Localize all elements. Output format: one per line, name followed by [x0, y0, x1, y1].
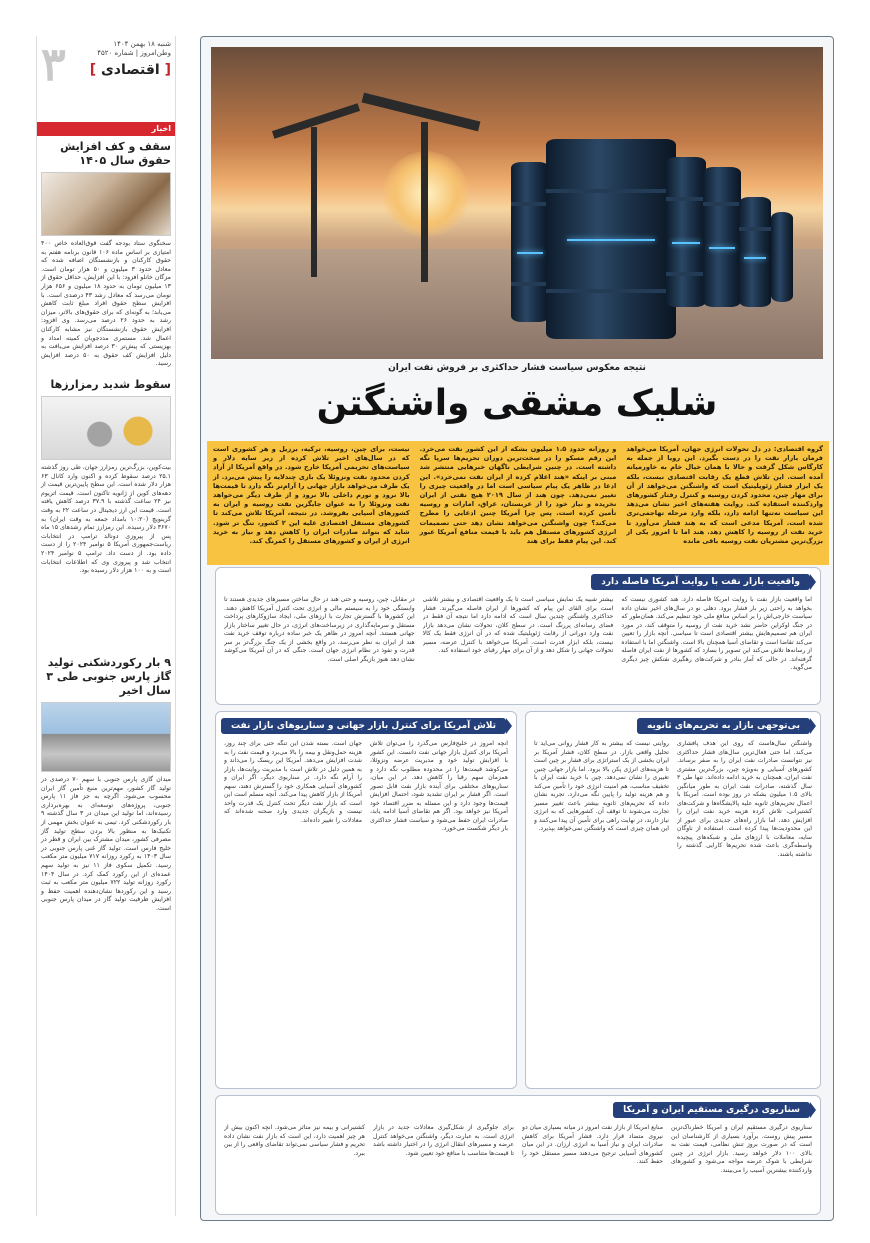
news-strip — [37, 122, 175, 136]
lead-col-1: گروه اقتصادی: در دل تحولات انرژی جهان، آمریکا می‌خواهد فرمان بازار نفت را در دست بگیرد. این رویا از جمله به کارگاس شکل گرفت و حالا با همان خیال خام به خاورمیانه آمده است. این تلاش قطع یک رقابت اقتصادی نیست، بلکه یک ابزار فشار ژئوپلیتیک است که واشنگتن می‌خواهد از آن برای مهار چین، محدود کردن روسیه و کنترل رفتار کشورهای وارد‌کننده استفاده کند. روایت هفته‌های اخیر نشان می‌دهد این سیاست نه‌تنها ادامه دارد، بلکه وارد مرحله تهاجمی‌تری شده است. آمریکا مدعی است که به هند فشار می‌آورد تا خرید نفت از روسیه را کاهش دهد. هند اما تا امروز یکی از بزرگ‌ترین مشتریان نفت روسیه باقی مانده — [626, 445, 823, 546]
oil-barrel — [703, 167, 741, 307]
box-secondary-sanctions — [525, 711, 821, 1089]
issue-number: وطن‌امروز | شماره ۴۵۲۰ — [97, 49, 171, 57]
story3-photo — [41, 702, 171, 772]
oil-barrel — [666, 157, 706, 307]
story2-text: بیت‌کوین، بزرگ‌ترین رمزارز جهان، طی روز گذشته ۲۵.۱ درصد سقوط کرده و اکنون وارد کانال ۶۳ هزار دلار شده است. این سطح پایین‌ترین قیمت از دهه‌های کوین از ژانویه‌ تاکنون است. قیمت اتریوم نیز ۲۴ ساعت گذشته با ۳۷.۹ درصد کاهش یافته است. قیمت این ارز دیجیتال در ساعت ۲۲ به وقت گرینویچ (۱۰:۲۰ بامداد جمعه به وقت ایران) به ۳۶۷۰ دلار رسیده. این رمزارز تمام رشدهای ۱۵ ماه پس از پیروزی دونالد ترامپ در انتخابات ریاست‌جمهوری آمریکا ۵ نوامبر ۲۰۲۴ را از دست داده بود. از دست داد. ترامپ ۵ نوامبر ۲۰۲۴ انتخاب شد و پیروزی وی که اطلاعات انتخابات است و به ۱۰۰ هزار دلار رسیده بود. — [41, 464, 172, 575]
box1-heading: واقعیت بازار نفت با روایت آمریکا فاصله دارد — [591, 574, 810, 590]
box4-heading: سناریوی درگیری مستقیم ایران و آمریکا — [613, 1102, 810, 1118]
box1-col-1: اما واقعیت بازار نفت با روایت آمریکا فاصله دارد. هند کشوری نیست که بخواهد به راحتی زیر بار فشار برود. دهلی نو در سال‌های اخیر نشان داده سیاست خارجی‌اش را بر اساس منافع ملی خود تنظیم می‌کند. همان‌طور که در جنگ اوکراین حاضر نشد خرید نفت از روسیه را متوقف کند، در مورد ایران هم تصمیم‌هایش بیشتر اقتصادی است تا سیاسی. آنچه بازار را تعیین می‌کند تقاضا است و تقاضای آسیا همچنان بالا است. واشنگتن اما با استفاده از رسانه‌ها تلاش می‌کند این تصویر را بسازد که کشورها از نفت ایران فاصله گرفته‌اند. در حالی که آمار بنادر و شرکت‌های رهگیری نفتکش چیز دیگری می‌گوید. — [621, 596, 812, 671]
box3-col-2: جهان است. بسته شدن این تنگه حتی برای چند روز، هزینه حمل‌ونقل و بیمه را بالا می‌برد و قیمت نفت را به شدت افزایش می‌دهد. آمریکا این ریسک را می‌داند و به همین دلیل در تلاش است با مدیریت روایت‌ها، بازار را آرام نگه دارد. در سناریوی دیگر، اگر ایران و کشورهای آسیایی همکاری خود را گسترش دهند، سهم آمریکا از بازار کاهش پیدا می‌کند. آنچه مسلم است این است که بازار نفت دیگر تحت کنترل یک قدرت واحد نیست و بازیگران جدیدی وارد صحنه شده‌اند که معادلات را تغییر داده‌اند. — [224, 740, 362, 824]
box4-col-3: برای جلوگیری از شکل‌گیری معادلات جدید در بازار انرژی است. به عبارت دیگر، واشنگتن می‌خواهد کنترل عرضه و مسیرهای انتقال انرژی را در اختیار داشته باشد تا قیمت‌ها متناسب با منافع خود تعیین شود. — [373, 1124, 514, 1157]
section-bracket-open: [ — [164, 62, 171, 78]
issue-date-block — [97, 40, 171, 58]
oil-barrel — [771, 212, 793, 302]
issue-date: شنبه ۱۸ بهمن ۱۴۰۴ — [113, 40, 171, 48]
box3-heading: تلاش آمریکا برای کنترل بازار جهانی و سناریوهای بازار نفت — [221, 718, 506, 734]
section-bracket-close: ] — [89, 62, 97, 78]
box2-col-1: واشنگتن سال‌هاست که روی این هدف پافشاری می‌کند. اما حتی فعال‌ترین سال‌های فشار حداکثری نیز نتوانست صادرات نفت ایران را به صفر برساند. کشورهای آسیایی و به‌ویژه چین، بزرگ‌ترین مشتری نفت ایران، همچنان به خرید ادامه داده‌اند. تنها طی ۳ سال گذشته، صادرات نفت ایران به طور میانگین بالای ۱.۵ میلیون بشکه در روز بوده است. آمریکا با اعمال تحریم‌های ثانویه علیه پالایشگاه‌ها و شرکت‌های کشتیرانی، تلاش کرده هزینه خرید نفت ایران را افزایش دهد، اما بازار راه‌های جدیدی برای عبور از این محدودیت‌ها پیدا کرده است. استفاده از ناوگان سایه، معاملات با ارزهای ملی و شبکه‌های پیچیده واسطه‌گری باعث شده تحریم‌ها کارایی گذشته را نداشته باشند. — [677, 740, 812, 858]
story1-photo — [41, 172, 171, 236]
box4-col-4: کشتیرانی و بیمه نیز متأثر می‌شود. آنچه اکنون بیش از هر چیز اهمیت دارد، این است که بازار نفت نشان داده تحریم و فشار سیاسی نمی‌تواند تقاضای واقعی را از بین ببرد. — [224, 1124, 365, 1157]
box1-col-3: در مقابل، چین، روسیه و حتی هند در حال ساختن مسیرهای جدیدی هستند تا وابستگی خود را به سیستم مالی و انرژی تحت کنترل آمریکا کاهش دهند. این کشورها با گسترش تجارت با ارزهای ملی، ایجاد سازوکارهای پرداخت مستقل و سرمایه‌گذاری در زیرساخت‌های انرژی، در حال تغییر ساختار بازار جهانی هستند. آنچه امروز در ظاهر یک خبر ساده درباره توقف خرید نفت هند از ایران به نظر می‌رسد، در واقع بخشی از یک جنگ بزرگ‌تر بر سر قدرت و نفوذ در نظام انرژی جهان است. جنگی که در آن آمریکا می‌کوشد نشان دهد هنوز بازیگر اصلی است. — [223, 596, 415, 663]
box3-col-1: آنچه امروز در خلیج‌فارس می‌گذرد را می‌توان تلاش آمریکا برای کنترل بازار جهانی نفت دانست. این کشور با افزایش تولید خود و مدیریت عرضه ونزوئلا، می‌کوشد قیمت‌ها را در محدوده مطلوب نگه دارد و همزمان سهم رقبا را کاهش دهد. در این میان، سناریوهای مختلفی برای آینده بازار نفت قابل تصور است. اگر فشار بر ایران تشدید شود، احتمال افزایش قیمت‌ها وجود دارد و این مسئله به ضرر اقتصاد خود آمریکا نیز خواهد بود. اگر هم تقاضای آسیا ادامه یابد، صادرات ایران حفظ می‌شود و سیاست فشار حداکثری بار دیگر شکست می‌خورد. — [370, 740, 508, 832]
story3-title[interactable]: ۹ بار رکوردشکنی تولید گاز پارس جنوبی طی ۳ سال اخیر — [46, 656, 171, 697]
oil-barrel — [546, 139, 676, 339]
story1-title[interactable]: سقف و کف افزایش حقوق سال ۱۴۰۵ — [60, 140, 171, 167]
hero-photo-oil-barrels — [211, 47, 823, 359]
pump-jack-post — [311, 127, 317, 277]
page-header — [37, 36, 175, 96]
story2-photo — [41, 396, 171, 460]
story3-text: میدان گازی پارس جنوبی با سهم ۷۰ درصدی در تولید گاز کشور، مهم‌ترین منبع تأمین گاز ایران محسوب می‌شود. اگرچه به جز فاز ۱۱ پارس جنوبی، پروژه‌های توسعه‌ای به بهره‌برداری رسیده‌اند، اما تولید این میدان در ۳ سال گذشته ۹ بار رکوردشکنی کرد. تیمی به عنوان بخش مهمی از تکنیک‌ها به منظور بالا بردن سطح تولید گاز مصرفی کشور، میدان مشترک بین ایران و قطر در خلیج فارس است. تولید گاز غنی پارس جنوبی در سال ۱۴۰۳ به رکورد روزانه ۷۱۷ میلیون متر مکعب رسید. تکمیل سکوی فاز ۱۱ نیز به تولید سهم عمده‌ای از این رکورد کمک کرد. در سال ۱۴۰۴ رکورد روزانه تولید ۷۲۲ میلیون متر مکعب به ثبت رسید و این رکوردها نشان‌دهنده اهمیت حفظ و افزایش ظرفیت تولید گاز در میدان پارس جنوبی است. — [41, 776, 171, 912]
box4-col-1: سناریوی درگیری مستقیم ایران و آمریکا خطرناک‌ترین مسیر پیش روست. برآورد بسیاری از کارشناسان این است که در صورت بروز تنش نظامی، قیمت نفت به بالای ۱۰۰ دلار خواهد رسید. بازار انرژی در چنین شرایطی با شوک عرضه مواجه می‌شود و کشورهای وارد‌کننده بیشترین آسیب را می‌بینند. — [671, 1124, 812, 1174]
article-subtitle: نتیجه معکوس سیاست فشار حداکثری بر فروش نفت ایران — [388, 363, 646, 373]
box-direct-conflict-scenario — [215, 1095, 821, 1215]
pump-jack-post — [421, 122, 428, 282]
sidebar — [36, 36, 176, 1216]
box4-col-2: منابع آمریکا از بازار نفت امروز در میانه بسیاری میان دو نیروی متضاد قرار دارد. فشار آمریکا برای کاهش صادرات ایران و نیاز آسیا به انرژی ارزان. در این میان کشورهای آسیایی ترجیح می‌دهند مسیر مستقل خود را حفظ کنند. — [522, 1124, 663, 1165]
main-article — [200, 36, 834, 1221]
lead-box — [207, 441, 829, 565]
lead-col-3: نیست، برای چین، روسیه، ترکیه، برزیل و هر کشوری است که در سال‌های اخیر تلاش کرده از زیر سایه دلار و سیاست‌های تحریمی آمریکا خارج شود. در واقع آمریکا از آزاد کردن محدود نفت ونزوئلا یک بازی چندلایه را پیش می‌برد. از یک طرف می‌خواهد بازار جهانی را آرام‌تر نگه دارد تا قیمت‌ها بالا نرود و تورم داخلی بالا نرود و از طرف دیگر می‌خواهد نفت ونزوئلا را به عنوان جایگزین نفت روسیه و ایران به کشورهای آسیایی بفروشد. در نتیجه، آمریکا تلاش می‌کند تا کشورهای مستقل اقتصادی علیه این ۲ کشور، تنگ تر شود. شاید که بتواند صادرات ایران را کاهش دهد و نیاز به خرید انرژی از ایران و کشورهای مستقل را کمرنگ کند. — [212, 445, 410, 546]
box-us-market-control — [215, 711, 517, 1089]
story1-text: سخنگوی ستاد بودجه گفت قوق‌العاده خاص ۴۰۰ امتیازی بر اساس ماده ۱۰۶ قانون برنامه هفتم به حقوق کارکنان و بازنشستگان اضافه شده که معادل حدود ۳ میلیون و ۵۰ هزار تومان است. مزگان خانلو افزود: با این افزایش، حداقل حقوق از ۱۳ میلیون تومان به حدود ۱۸ میلیون و ۶۵۶ هزار تومان می‌رسد که معادل رشد ۴۳ درصدی است. با افزایش سطح حقوق افراد مبلغ ثابت کاهش می‌یابد؛ به گونه‌ای که برای حقوق‌های بالاتر، میزان رشد به حدود ۲۶ درصد می‌رسد. وی افزود: افزایش حقوق بازنشستگان نیز مشابه کارکنان اعمال شد. مستمری مددجویان کمیته امداد و بهزیستی که پیش‌تر ۳۰ درصد افزایش می‌یافت به دلیل افزایش کف حقوق به ۵۰ درصد افزایش رسید. — [41, 240, 172, 368]
box2-col-2: روایتی نیست که بیشتر به کار فشار روانی می‌آید تا تحلیل واقعی بازار. در سطح کلان، فشار آمریکا بر ایران بخشی از یک استراتژی برای فشار بر چین است تا هزینه‌های انرژی پکن بالا برود. اما بازار جهانی چنین تغییری را نشان نمی‌دهد. چین با خرید نفت ایران با تخفیف مناسب، هم امنیت انرژی خود را تأمین می‌کند و هم هزینه تولید را پایین نگه می‌دارد. تجربه نشان داده که تحریم‌های ثانویه بیشتر باعث تغییر مسیر تجارت می‌شوند تا توقف آن. کشورهایی که به انرژی نیاز دارند، در نهایت راهی برای تأمین آن پیدا می‌کنند و این همان چیزی است که واشنگتن نمی‌خواهد بپذیرد. — [534, 740, 669, 832]
article-title[interactable]: شلیک مشقی واشنگتن — [316, 383, 718, 424]
oil-barrel — [511, 162, 549, 322]
oil-barrel — [739, 197, 771, 307]
box2-heading: بی‌توجهی بازار به تحریم‌های ثانویه — [637, 718, 810, 734]
section-name: اقتصادی — [100, 62, 160, 78]
lead-col-2: و روزانه حدود ۱.۵ میلیون بشکه از این کشور نفت می‌خرد. این رقم مسکو را در سخت‌ترین دوران تحریم‌ها سرپا نگه داشته است. در چنین شرایطی ناگهان خبرهایی منتشر شد مبنی بر اینکه «هند اعلام کرده از ایران نفت نمی‌خرد». این ادعا در ظاهر یک پیام سیاسی است اما در واقعیت چیزی را تغییر نمی‌دهد. چون هند از سال ۲۰۱۹ هیچ نفتی از ایران نخریده و نیاز خود را از عربستان، عراق، امارات و روسیه تأمین کرده است. پس چرا آمریکا چنین ادعایی را مطرح می‌کند؟ چون واشنگتن می‌خواهد نشان دهد حتی تصمیمات انرژی کشورهای مستقل هم باید با قیمت منافع آمریکا عبور کند. این پیام فقط برای هند — [419, 445, 617, 546]
box1-col-2: بیشتر شبیه یک نمایش سیاسی است تا یک واقعیت اقتصادی و بیشتر تلاشی است برای القای این پیام که کشورها از ایران فاصله می‌گیرند. فشار حداکثری واشنگتن چندین سال است که ادامه دارد اما نتیجه آن فقط در فضای رسانه‌ای پررنگ است. در سطح کلان، تحولات نشان می‌دهد بازار نفت وارد دورانی از رقابت ژئوپلیتیک شده که در آن انرژی فقط یک کالا نیست، بلکه ابزار قدرت است. آمریکا می‌خواهد با کنترل عرضه، مسیر تحولات جهانی را شکل دهد و از آن برای مهار رقبای خود استفاده کند. — [422, 596, 614, 654]
section-label — [90, 62, 171, 78]
box-oil-market-reality — [215, 567, 821, 705]
page-number: ۳ — [41, 37, 66, 91]
story2-title[interactable]: سقوط شدید رمزارزها — [50, 378, 171, 391]
news-tag: اخبار — [151, 124, 171, 133]
